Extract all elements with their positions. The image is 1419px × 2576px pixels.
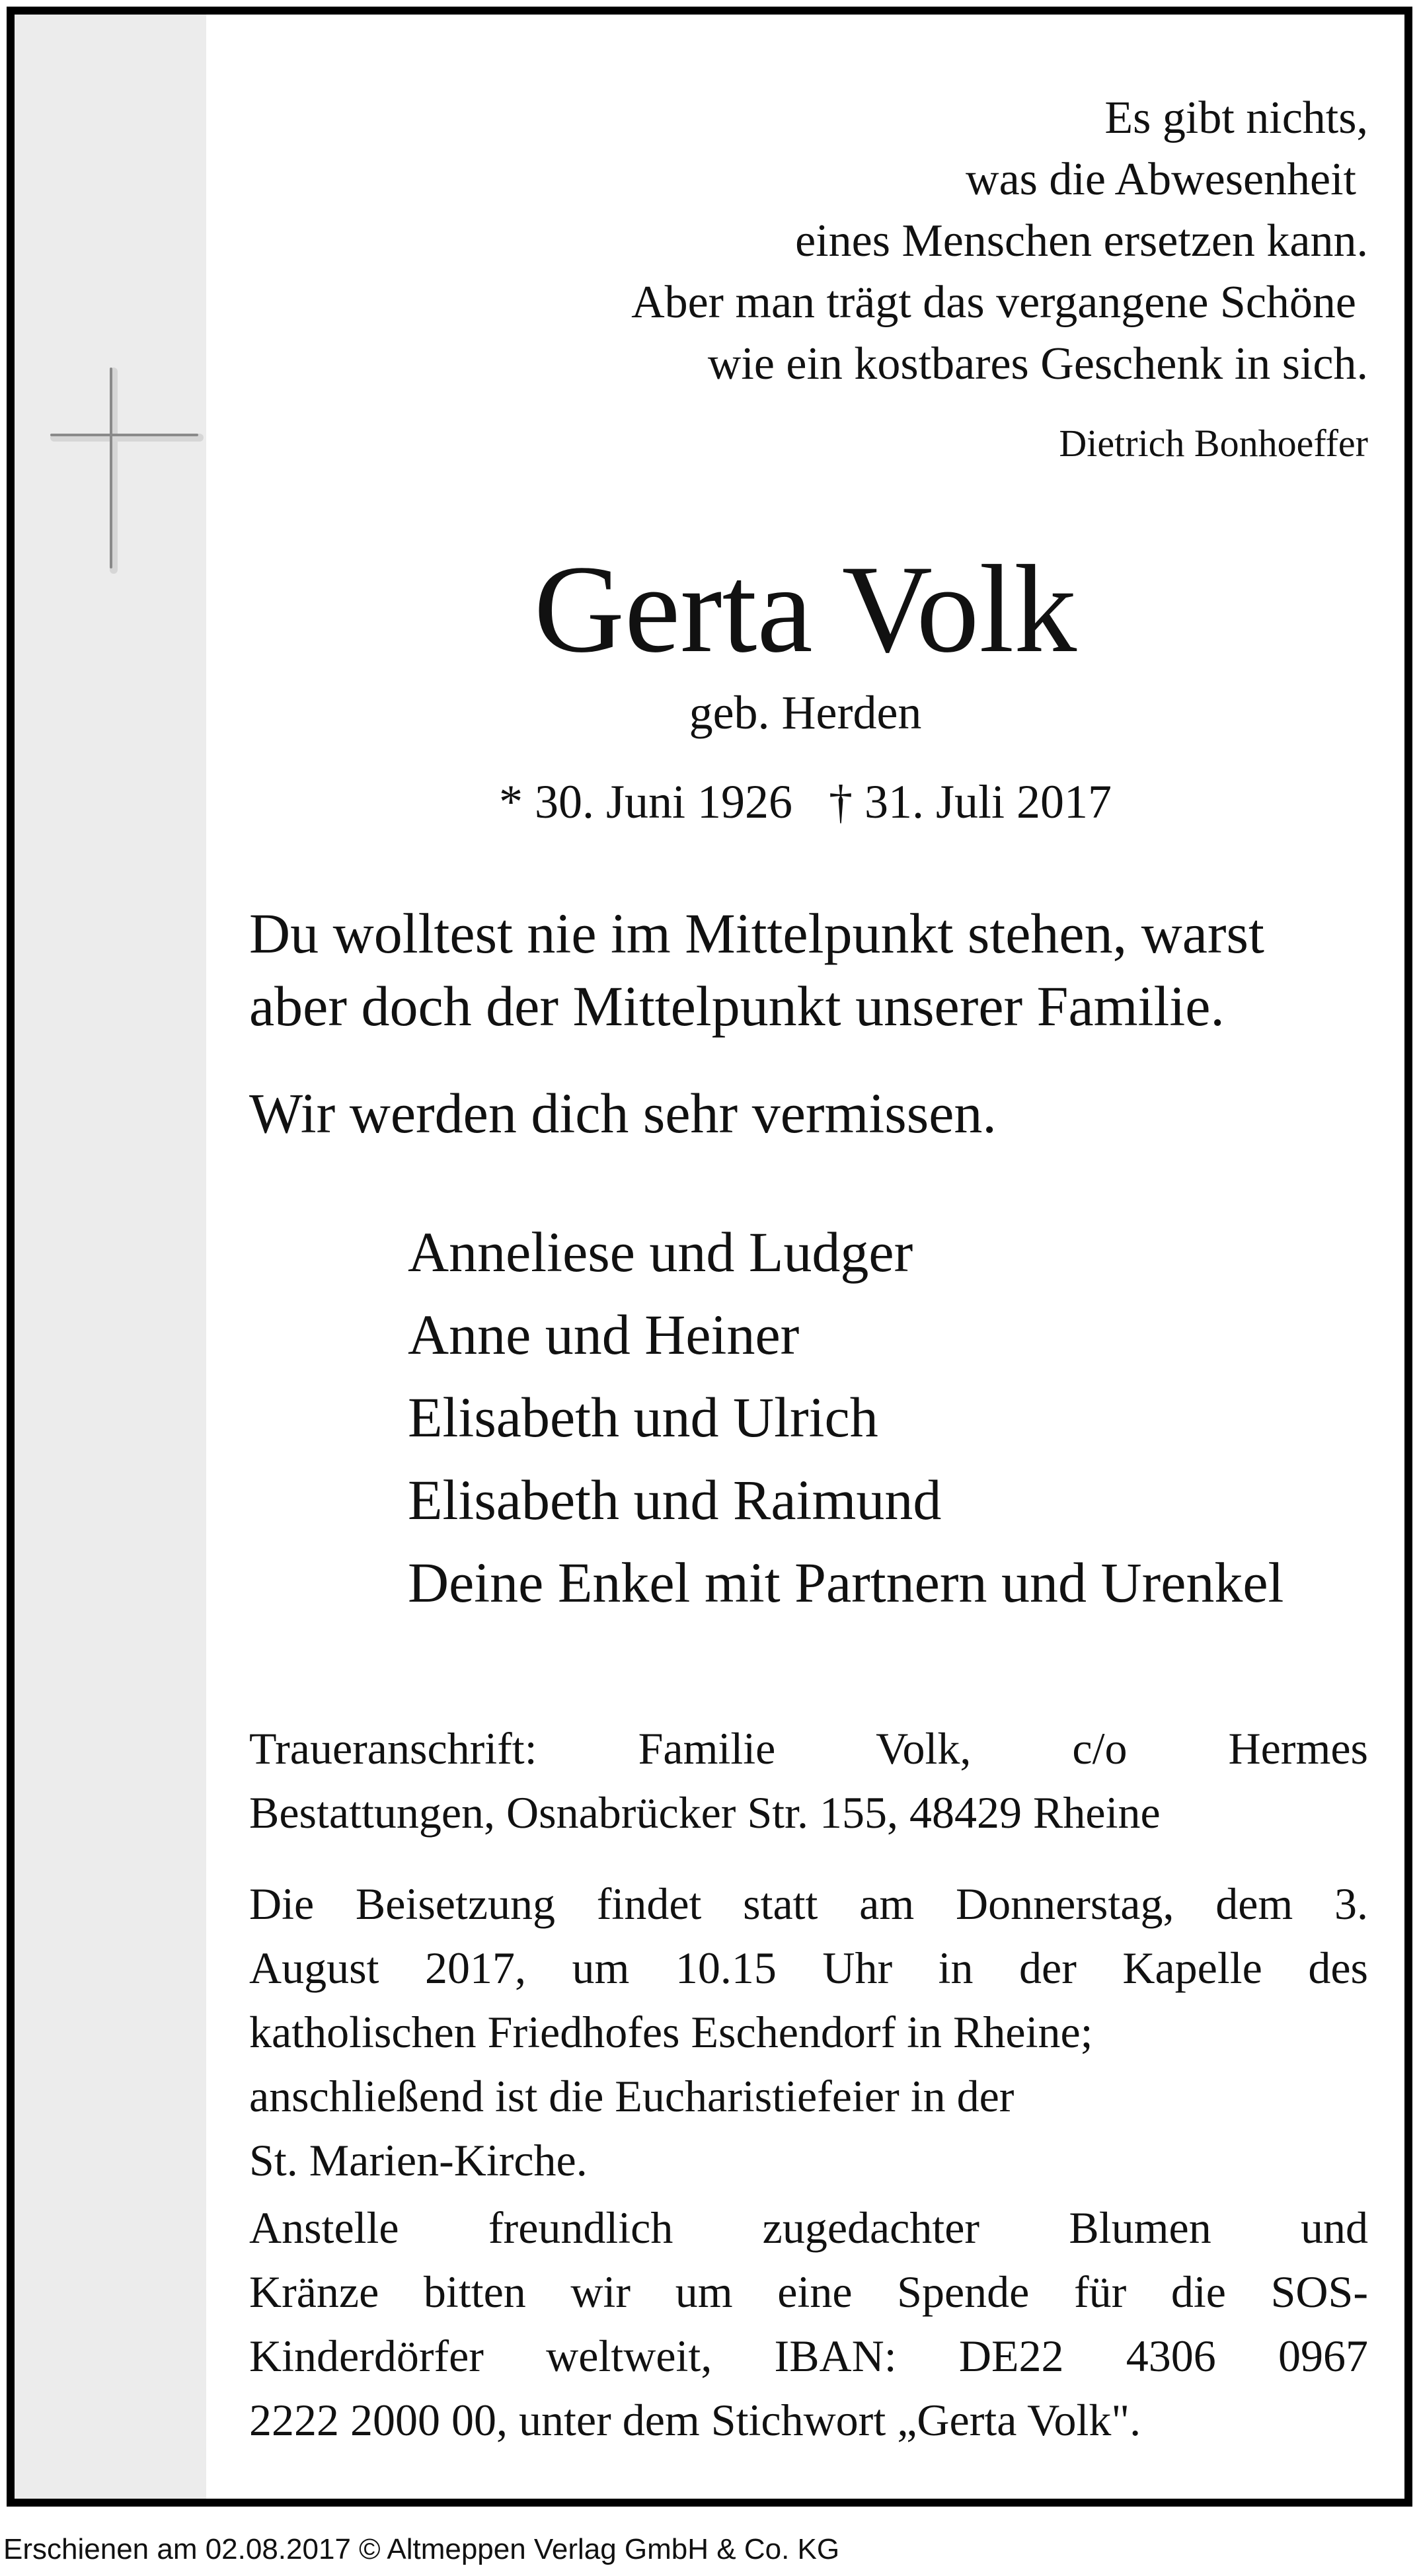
quote-line: wie ein kostbares Geschenk in sich. <box>707 338 1368 389</box>
donation-line: Anstelle freundlich zugedachter Blumen und <box>249 2203 1368 2253</box>
address-line: Bestattungen, Osnabrücker Str. 155, 48429 Rheine <box>249 1787 1161 1838</box>
quote-line: Aber man trägt das vergangene Schöne <box>631 277 1356 328</box>
death-date: † 31. Juli 2017 <box>829 775 1112 828</box>
mourner-item: Elisabeth und Raimund <box>408 1468 942 1532</box>
publication-footer: Erschienen am 02.08.2017 © Altmeppen Verlag GmbH & Co. KG <box>3 2533 840 2565</box>
quote-author: Dietrich Bonhoeffer <box>1059 422 1368 465</box>
mourners-list <box>408 1211 1284 1624</box>
bonhoeffer-quote <box>443 87 1368 395</box>
mourning-address <box>249 1717 1368 1845</box>
funeral-line: katholischen Friedhofes Eschendorf in Rheine; <box>249 2007 1093 2057</box>
tribute-line: Du wolltest nie im Mittelpunkt stehen, warst <box>249 902 1264 965</box>
quote-line: Es gibt nichts, <box>1104 93 1368 143</box>
tribute-text <box>249 897 1368 1042</box>
donation-line: Kinderdörfer weltweit, IBAN: DE22 4306 0967 <box>249 2331 1368 2381</box>
mourner-item: Deine Enkel mit Partnern und Urenkel <box>408 1551 1284 1614</box>
funeral-line: anschließend ist die Eucharistiefeier in der <box>249 2071 1015 2121</box>
farewell-text: Wir werden dich sehr vermissen. <box>249 1081 997 1145</box>
mourner-item: Anneliese und Ludger <box>408 1220 913 1284</box>
mourner-item: Elisabeth und Ulrich <box>408 1386 878 1449</box>
funeral-line: Die Beisetzung findet statt am Donnerstag, dem 3. <box>249 1879 1368 1929</box>
donation-line: 2222 2000 00, unter dem Stichwort „Gerta Volk". <box>249 2395 1141 2445</box>
tribute-line: aber doch der Mittelpunkt unserer Familie. <box>249 974 1225 1038</box>
obituary-notice <box>7 7 1412 2507</box>
life-dates <box>206 775 1404 830</box>
birth-date: * 30. Juni 1926 <box>498 775 792 828</box>
donation-request <box>249 2196 1368 2452</box>
donation-line: Kränze bitten wir um eine Spende für die SOS- <box>249 2267 1368 2317</box>
address-line: Traueranschrift: Familie Volk, c/o Hermes <box>249 1723 1368 1774</box>
quote-line: eines Menschen ersetzen kann. <box>795 215 1368 266</box>
quote-line: was die Abwesenheit <box>966 154 1356 205</box>
funeral-line: St. Marien-Kirche. <box>249 2135 588 2185</box>
deceased-name: Gerta Volk <box>533 540 1077 679</box>
cross-icon <box>48 365 206 576</box>
funeral-details <box>249 1872 1368 2193</box>
mourner-item: Anne und Heiner <box>408 1303 800 1366</box>
funeral-line: August 2017, um 10.15 Uhr in der Kapelle des <box>249 1943 1368 1993</box>
maiden-name: geb. Herden <box>689 686 922 739</box>
